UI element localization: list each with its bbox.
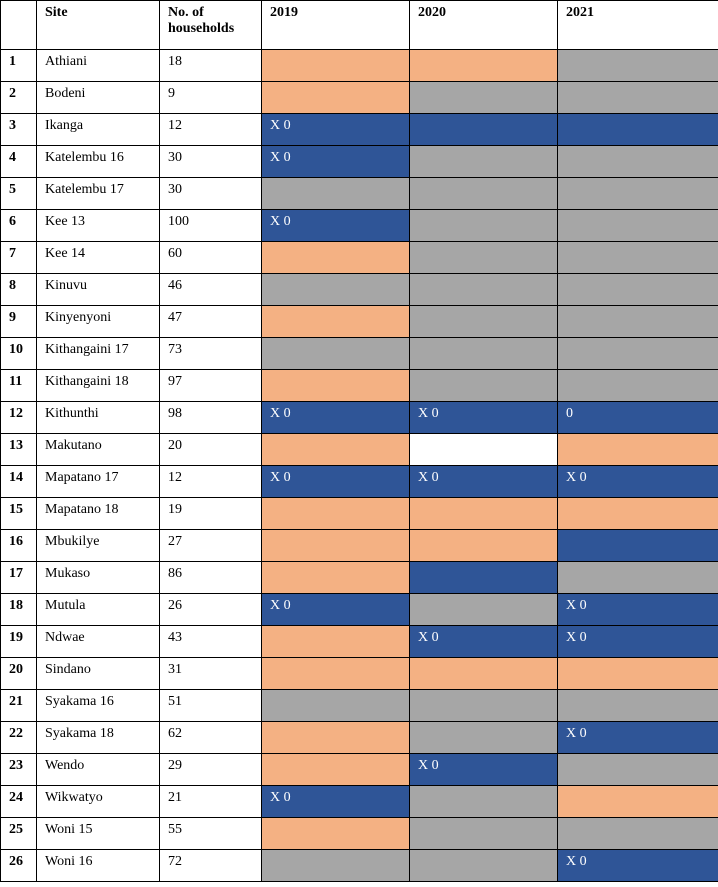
status-cell-2020: [410, 594, 558, 626]
status-cell-2020: X 0: [410, 754, 558, 786]
status-cell-2020: [410, 690, 558, 722]
household-count: 62: [160, 722, 262, 754]
table-row: [1, 722, 718, 754]
status-cell-2021: [558, 562, 718, 594]
status-cell-2019: [262, 274, 410, 306]
status-cell-2019: [262, 562, 410, 594]
status-cell-2020: [410, 530, 558, 562]
site-name: Makutano: [37, 434, 160, 466]
household-count: 55: [160, 818, 262, 850]
table-row: [1, 498, 718, 530]
row-number: 13: [1, 434, 37, 466]
row-number: 6: [1, 210, 37, 242]
status-cell-2019: X 0: [262, 786, 410, 818]
site-name: Kithangaini 17: [37, 338, 160, 370]
status-cell-2020: [410, 82, 558, 114]
row-number: 10: [1, 338, 37, 370]
status-cell-2020: [410, 722, 558, 754]
status-cell-2021: [558, 146, 718, 178]
status-cell-2021: [558, 530, 718, 562]
site-name: Bodeni: [37, 82, 160, 114]
table-body: [1, 50, 718, 882]
status-cell-2020: [410, 50, 558, 82]
status-cell-2019: X 0: [262, 114, 410, 146]
status-cell-2020: [410, 818, 558, 850]
household-count: 43: [160, 626, 262, 658]
status-cell-2020: [410, 850, 558, 882]
table-row: [1, 178, 718, 210]
status-cell-2021: [558, 114, 718, 146]
status-cell-2021: X 0: [558, 850, 718, 882]
table-row: [1, 274, 718, 306]
header-2021: 2021: [558, 1, 718, 50]
site-name: Katelembu 17: [37, 178, 160, 210]
row-number: 15: [1, 498, 37, 530]
table-row: [1, 82, 718, 114]
status-cell-2019: X 0: [262, 146, 410, 178]
status-cell-2021: [558, 658, 718, 690]
site-name: Mbukilye: [37, 530, 160, 562]
site-name: Kithangaini 18: [37, 370, 160, 402]
status-cell-2021: [558, 786, 718, 818]
table-row: [1, 594, 718, 626]
status-cell-2020: [410, 338, 558, 370]
status-cell-2020: [410, 370, 558, 402]
site-name: Katelembu 16: [37, 146, 160, 178]
row-number: 12: [1, 402, 37, 434]
status-cell-2019: [262, 370, 410, 402]
table-row: [1, 818, 718, 850]
status-cell-2019: [262, 338, 410, 370]
row-number: 7: [1, 242, 37, 274]
status-cell-2020: [410, 242, 558, 274]
household-count: 73: [160, 338, 262, 370]
status-cell-2019: X 0: [262, 210, 410, 242]
site-name: Syakama 18: [37, 722, 160, 754]
site-name: Syakama 16: [37, 690, 160, 722]
household-count: 60: [160, 242, 262, 274]
household-count: 26: [160, 594, 262, 626]
site-name: Mutula: [37, 594, 160, 626]
site-name: Mapatano 18: [37, 498, 160, 530]
status-cell-2020: [410, 498, 558, 530]
table-row: [1, 754, 718, 786]
table-row: [1, 242, 718, 274]
header-2019: 2019: [262, 1, 410, 50]
status-cell-2020: [410, 562, 558, 594]
table-row: [1, 434, 718, 466]
row-number: 25: [1, 818, 37, 850]
site-name: Mukaso: [37, 562, 160, 594]
table-row: [1, 370, 718, 402]
row-number: 23: [1, 754, 37, 786]
status-cell-2020: X 0: [410, 466, 558, 498]
status-cell-2021: [558, 178, 718, 210]
status-cell-2020: [410, 434, 558, 466]
status-cell-2019: [262, 434, 410, 466]
status-cell-2021: [558, 242, 718, 274]
table-row: [1, 338, 718, 370]
table-row: [1, 466, 718, 498]
status-cell-2019: [262, 722, 410, 754]
row-number: 26: [1, 850, 37, 882]
household-count: 19: [160, 498, 262, 530]
row-number: 4: [1, 146, 37, 178]
status-cell-2019: X 0: [262, 466, 410, 498]
status-cell-2021: [558, 370, 718, 402]
household-count: 27: [160, 530, 262, 562]
status-cell-2021: [558, 498, 718, 530]
row-number: 1: [1, 50, 37, 82]
site-name: Kithunthi: [37, 402, 160, 434]
site-name: Woni 16: [37, 850, 160, 882]
site-name: Ndwae: [37, 626, 160, 658]
household-count: 72: [160, 850, 262, 882]
status-cell-2019: [262, 754, 410, 786]
status-cell-2019: [262, 178, 410, 210]
site-name: Woni 15: [37, 818, 160, 850]
table-row: [1, 530, 718, 562]
status-cell-2021: [558, 274, 718, 306]
row-number: 21: [1, 690, 37, 722]
site-name: Sindano: [37, 658, 160, 690]
household-count: 9: [160, 82, 262, 114]
status-cell-2021: [558, 818, 718, 850]
table-row: [1, 850, 718, 882]
status-cell-2019: [262, 850, 410, 882]
status-cell-2019: [262, 50, 410, 82]
status-cell-2021: [558, 434, 718, 466]
status-cell-2021: [558, 50, 718, 82]
row-number: 8: [1, 274, 37, 306]
status-cell-2020: [410, 114, 558, 146]
household-count: 31: [160, 658, 262, 690]
status-cell-2021: X 0: [558, 722, 718, 754]
table-row: [1, 210, 718, 242]
site-name: Wikwatyo: [37, 786, 160, 818]
table-row: [1, 402, 718, 434]
row-number: 24: [1, 786, 37, 818]
status-cell-2020: X 0: [410, 402, 558, 434]
site-name: Wendo: [37, 754, 160, 786]
table-row: [1, 114, 718, 146]
status-cell-2019: X 0: [262, 594, 410, 626]
site-name: Kee 13: [37, 210, 160, 242]
table-row: [1, 50, 718, 82]
status-cell-2021: [558, 306, 718, 338]
status-cell-2020: X 0: [410, 626, 558, 658]
household-count: 46: [160, 274, 262, 306]
status-cell-2021: [558, 82, 718, 114]
row-number: 3: [1, 114, 37, 146]
status-cell-2020: [410, 658, 558, 690]
household-count: 51: [160, 690, 262, 722]
header-2020: 2020: [410, 1, 558, 50]
status-cell-2021: [558, 210, 718, 242]
status-cell-2021: [558, 690, 718, 722]
table-row: [1, 626, 718, 658]
header-index: [1, 1, 37, 50]
status-cell-2021: 0: [558, 402, 718, 434]
household-count: 12: [160, 466, 262, 498]
status-cell-2020: [410, 306, 558, 338]
header-site: Site: [37, 1, 160, 50]
household-count: 86: [160, 562, 262, 594]
status-cell-2020: [410, 786, 558, 818]
site-name: Ikanga: [37, 114, 160, 146]
status-cell-2021: X 0: [558, 626, 718, 658]
status-cell-2019: [262, 658, 410, 690]
table-row: [1, 562, 718, 594]
table-row: [1, 146, 718, 178]
status-cell-2019: X 0: [262, 402, 410, 434]
household-count: 100: [160, 210, 262, 242]
row-number: 19: [1, 626, 37, 658]
status-cell-2019: [262, 82, 410, 114]
row-number: 22: [1, 722, 37, 754]
row-number: 11: [1, 370, 37, 402]
status-cell-2020: [410, 274, 558, 306]
site-name: Mapatano 17: [37, 466, 160, 498]
status-cell-2021: [558, 754, 718, 786]
household-count: 30: [160, 178, 262, 210]
status-cell-2019: [262, 242, 410, 274]
site-name: Kinuvu: [37, 274, 160, 306]
row-number: 2: [1, 82, 37, 114]
row-number: 9: [1, 306, 37, 338]
status-cell-2019: [262, 530, 410, 562]
table-row: [1, 786, 718, 818]
header-households: No. of households: [160, 1, 262, 50]
row-number: 5: [1, 178, 37, 210]
header-row: [1, 1, 718, 50]
status-cell-2020: [410, 146, 558, 178]
status-cell-2020: [410, 178, 558, 210]
row-number: 20: [1, 658, 37, 690]
household-count: 47: [160, 306, 262, 338]
household-count: 30: [160, 146, 262, 178]
household-count: 98: [160, 402, 262, 434]
status-cell-2019: [262, 498, 410, 530]
household-count: 20: [160, 434, 262, 466]
status-cell-2021: [558, 338, 718, 370]
household-count: 18: [160, 50, 262, 82]
row-number: 18: [1, 594, 37, 626]
status-cell-2019: [262, 818, 410, 850]
row-number: 16: [1, 530, 37, 562]
status-cell-2019: [262, 626, 410, 658]
site-name: Kee 14: [37, 242, 160, 274]
table-row: [1, 306, 718, 338]
household-count: 29: [160, 754, 262, 786]
status-cell-2019: [262, 690, 410, 722]
status-cell-2020: [410, 210, 558, 242]
status-cell-2021: X 0: [558, 466, 718, 498]
status-cell-2019: [262, 306, 410, 338]
table-row: [1, 658, 718, 690]
site-name: Athiani: [37, 50, 160, 82]
table-row: [1, 690, 718, 722]
site-name: Kinyenyoni: [37, 306, 160, 338]
household-count: 12: [160, 114, 262, 146]
household-count: 97: [160, 370, 262, 402]
household-count: 21: [160, 786, 262, 818]
row-number: 14: [1, 466, 37, 498]
status-cell-2021: X 0: [558, 594, 718, 626]
row-number: 17: [1, 562, 37, 594]
